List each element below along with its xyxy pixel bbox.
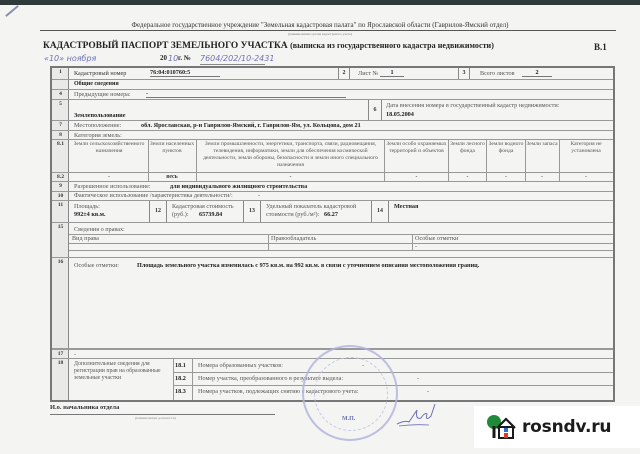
special-notes-value: Площадь земельного участка изменилась с 975 кв.м. на 992 кв.м. в связи с уточнением описания местоположения границ.: [137, 262, 480, 269]
divider: [196, 173, 197, 182]
divider: [412, 234, 413, 250]
specific-value: 66.27: [324, 211, 338, 218]
category-water: Земли водного фонда: [488, 141, 524, 154]
registration-date-label: Дата внесения номера в государственный кадастр недвижимости:: [386, 102, 560, 109]
row-previous-numbers: [52, 90, 613, 100]
box-number: 13: [243, 201, 261, 222]
divider: [192, 359, 193, 400]
row-number: 8.2: [57, 174, 64, 180]
cadastral-value-unit: (руб.):: [172, 211, 189, 218]
subrow-number: 18.3: [175, 388, 186, 395]
permitted-use-label: Разрешенное использование:: [74, 183, 151, 190]
row-number: 8.1: [57, 141, 64, 147]
category-agricultural: Земли сельскохозяйственного назначения: [73, 141, 145, 154]
divider: [268, 234, 269, 250]
value-type: Местная: [394, 203, 419, 210]
divider: [486, 140, 487, 173]
row-number: 8: [59, 132, 62, 138]
row-number: 11: [57, 202, 64, 208]
box-number: 14: [371, 201, 389, 222]
divider: [69, 243, 613, 244]
category-forest: Земли лесного фонда: [450, 141, 485, 154]
form-code: В.1: [594, 42, 607, 52]
location-value: обл. Ярославская, р-н Гаврилов-Ямский, г. Гаврилов-Ям, ул. Кольцова, дом 21: [141, 122, 361, 129]
signer-title: И.о. начальника отдела: [50, 404, 120, 411]
row-17-value: -: [74, 351, 77, 358]
row-area-value: [52, 201, 613, 223]
category-reserve: Земли запаса: [526, 141, 558, 147]
box-number: 6: [368, 100, 382, 120]
box-number: 3: [458, 68, 470, 79]
divider: [173, 359, 174, 400]
issue-year: 10: [168, 54, 179, 63]
row-general-info: [52, 80, 613, 90]
row-permitted-use: [52, 182, 613, 192]
row-object-type: [52, 100, 613, 121]
sheet-label: Лист №: [358, 70, 379, 77]
official-stamp: [302, 345, 398, 441]
category-protected: Земли особо охраняемых территорий и объектов: [386, 141, 447, 154]
row-number: 9: [59, 183, 62, 189]
tree-house-icon: [486, 414, 516, 440]
row-number: 15: [57, 224, 64, 230]
box-number: 12: [149, 201, 167, 222]
document-title: [43, 41, 494, 51]
category-value: -: [108, 174, 110, 180]
issue-year-prefix: 20: [160, 54, 167, 62]
divider: [384, 173, 385, 182]
removed-plots-value: -: [427, 388, 430, 395]
additional-info-label: Дополнительные сведения для регистрации прав на образованные земельные участки: [74, 361, 161, 381]
transformed-plot-label: Номер участка, преобразованного в результате выдела:: [198, 375, 344, 382]
rights-col-type: Вид права: [72, 235, 99, 242]
rights-notes-value: -: [415, 243, 418, 250]
section-heading: Общие сведения: [74, 81, 119, 87]
row-special-notes: [52, 258, 613, 349]
category-industrial: Земли промышленности, энергетики, транспорта, связи, радиовещания, телевидения, информатики, земли для обеспечения космической деятельности, земли обороны, безопасности и земли иного специального назначения: [203, 141, 378, 168]
row-number: 4: [59, 91, 62, 97]
permitted-use-value: для индивидуального жилищного строительства: [170, 183, 308, 190]
title-main: КАДАСТРОВЫЙ ПАСПОРТ ЗЕМЕЛЬНОГО УЧАСТКА: [43, 41, 288, 51]
divider: [448, 173, 449, 182]
category-value: -: [585, 174, 587, 180]
category-value: -: [505, 174, 507, 180]
cadastral-number-label: Кадастровый номер: [74, 70, 127, 77]
issue-day-month: «10» ноября: [44, 54, 97, 63]
divider: [40, 30, 616, 31]
actual-use-value: -: [258, 192, 261, 199]
issue-date-line: [44, 54, 344, 66]
row-number: 5: [59, 101, 62, 107]
row-cadastral-number: [52, 68, 613, 80]
box-number: 2: [338, 68, 350, 79]
area-label: Площадь:: [74, 203, 100, 210]
divider: [200, 64, 265, 65]
divider: [384, 140, 385, 173]
row-number: 7: [59, 122, 62, 128]
row-location: [52, 121, 613, 131]
specific-value-label: Удельный показатель кадастровой: [266, 203, 357, 210]
area-value: 992±4 кв.м.: [74, 211, 106, 218]
rights-label: Сведения о правах:: [74, 226, 125, 233]
cadastral-number-value: 76:04:010760:5: [150, 69, 220, 77]
removed-plots-label: Номера участков, подлежащих снятию с кадастрового учета:: [198, 388, 359, 395]
signer-caption: (наименование должности): [135, 416, 176, 420]
row-number: 16: [57, 259, 64, 265]
divider: [69, 234, 613, 235]
category-value: -: [541, 174, 543, 180]
row-number: 17: [57, 351, 64, 357]
formed-plots-label: Номера образованных участков:: [198, 362, 283, 369]
row-rights: [52, 223, 613, 258]
rights-col-holder: Правообладатель: [271, 235, 317, 242]
category-value: -: [466, 174, 469, 180]
land-category-label: Категория земель:: [74, 132, 122, 139]
subrow-number: 18.1: [175, 362, 186, 369]
divider: [196, 140, 197, 173]
total-sheets-value: 2: [522, 69, 552, 77]
watermark-logo[interactable]: [474, 406, 640, 448]
title-sub: (выписка из государственного кадастра недвижимости): [290, 41, 494, 50]
signature-icon: [395, 402, 445, 432]
total-sheets-label: Всего листов: [480, 70, 515, 77]
object-type-value: Землепользование: [74, 112, 126, 119]
category-value: -: [289, 174, 292, 180]
category-value: весь: [166, 174, 178, 180]
organization-caption: (наименование органа кадастрового учета): [288, 32, 352, 36]
row-number: 1: [59, 69, 62, 75]
category-settlements: Земли населенных пунктов: [149, 141, 195, 154]
issue-number-label: г. №: [178, 54, 191, 62]
specific-value-unit: стоимости (руб./м²):: [266, 211, 320, 218]
cadastral-value-label: Кадастровая стоимость: [172, 203, 234, 210]
registration-date-value: 18.05.2004: [386, 111, 414, 118]
divider: [69, 250, 613, 251]
category-unset: Категория не установлена: [570, 141, 602, 154]
row-category-headers: [52, 140, 613, 173]
divider: [50, 414, 275, 415]
issue-number: 7604/202/10-2431: [200, 54, 275, 63]
special-notes-label: Особые отметки:: [74, 262, 120, 269]
previous-numbers-value: -: [146, 90, 346, 98]
divider: [486, 173, 487, 182]
transformed-plot-value: -: [417, 375, 420, 382]
sheet-value: 1: [380, 69, 404, 77]
stamp-label: М.П.: [342, 416, 356, 422]
subrow-number: 18.2: [175, 375, 186, 382]
previous-numbers-label: Предыдущие номера:: [74, 91, 131, 98]
row-category-values: [52, 173, 613, 182]
row-number: 10: [57, 193, 64, 199]
formed-plots-value: -: [362, 362, 365, 369]
row-number: 18: [57, 360, 64, 366]
signature: [395, 402, 445, 434]
rights-col-notes: Особые отметки: [415, 235, 459, 242]
cadastral-value: 65739.84: [199, 211, 223, 218]
row-actual-use: [52, 192, 613, 201]
row-land-category: [52, 131, 613, 140]
category-value: -: [415, 174, 418, 180]
watermark-text: rosndv.ru: [522, 417, 612, 437]
organization-name: Федеральное государственное учреждение "Земельная кадастровая палата" по Ярославской области (Гаврилов-Ямский отдел): [131, 21, 509, 29]
actual-use-label: Фактическое использование /характеристика деятельности/:: [74, 192, 233, 199]
location-label: Местоположение:: [74, 122, 122, 129]
divider: [448, 140, 449, 173]
